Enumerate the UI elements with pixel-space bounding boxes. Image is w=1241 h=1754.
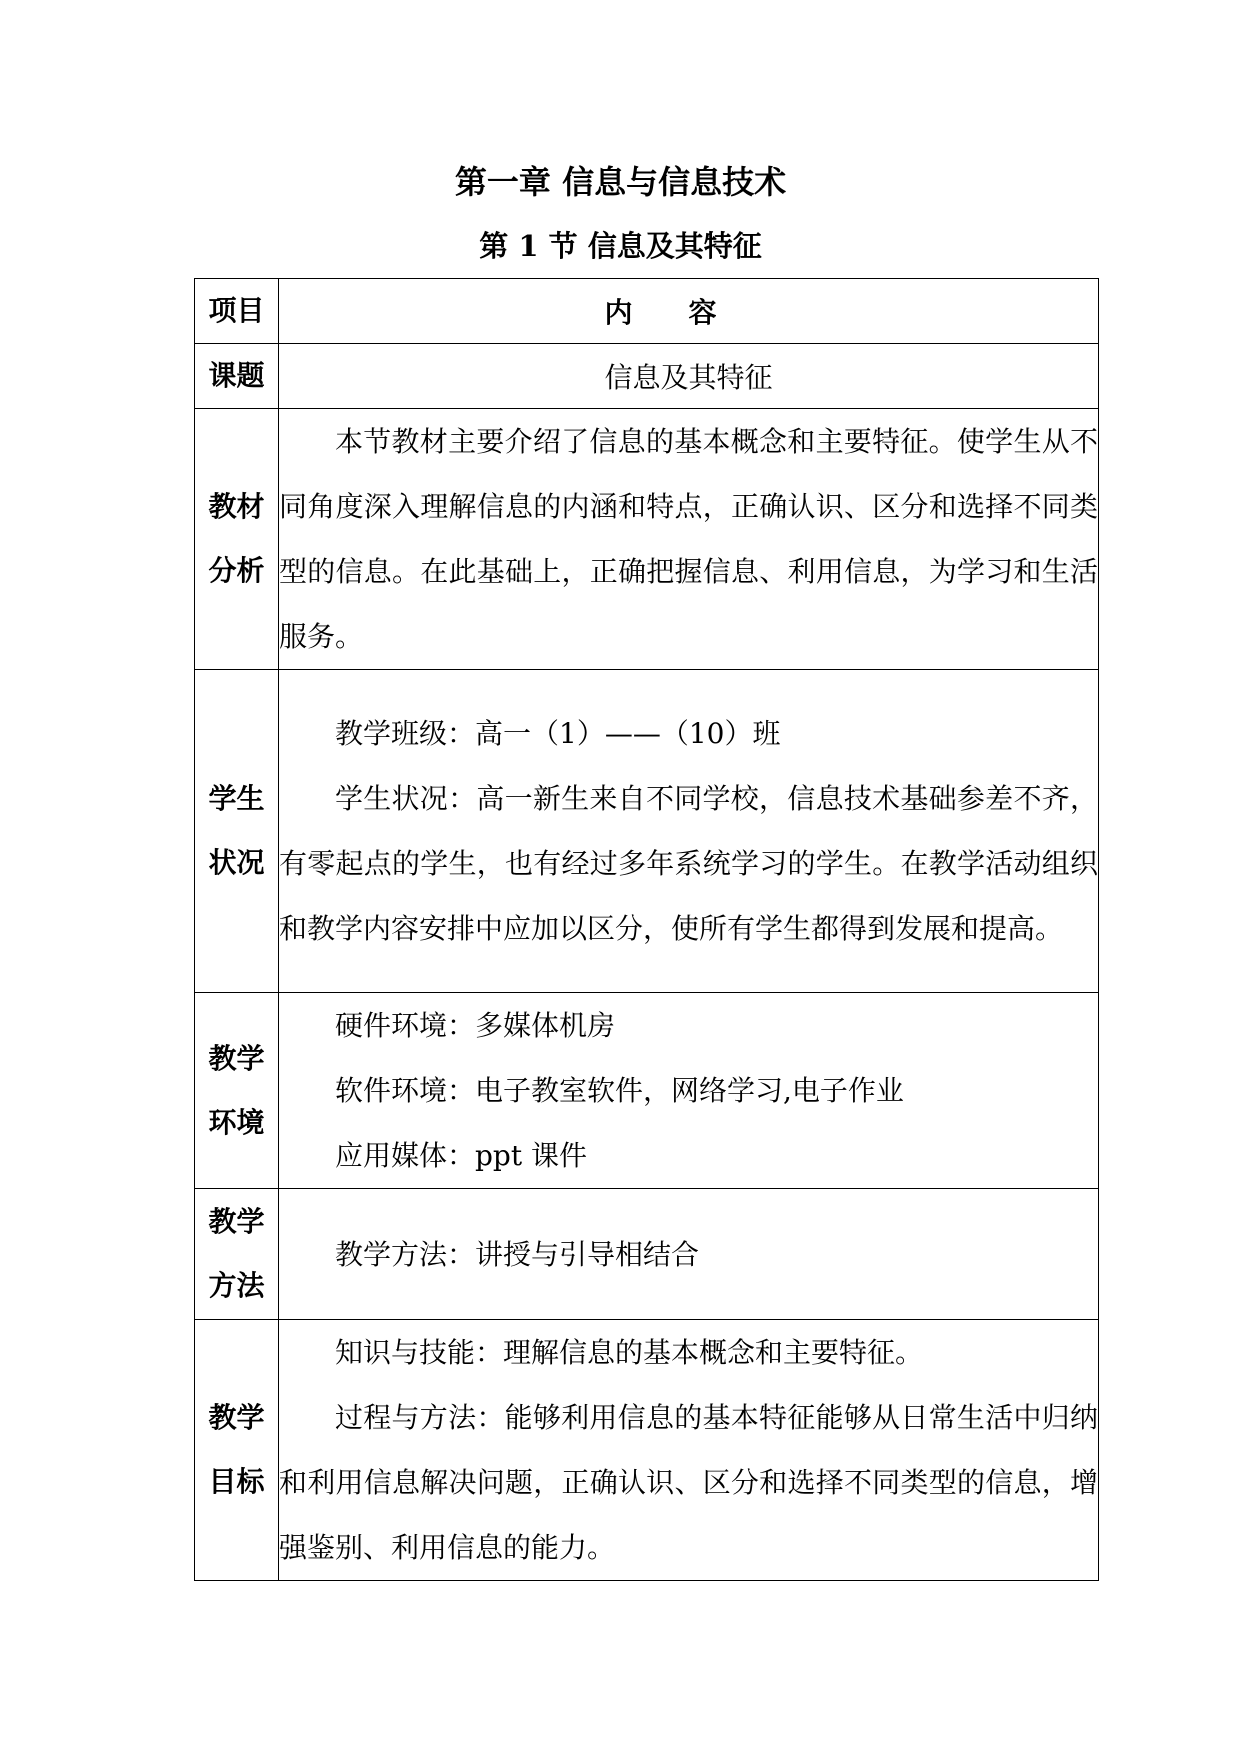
header-content-cell: 内容	[279, 279, 1099, 344]
analysis-paragraph: 本节教材主要介绍了信息的基本概念和主要特征。使学生从不同角度深入理解信息的内涵和特点，正确认识、区分和选择不同类型的信息。在此基础上，正确把握信息、利用信息，为学习和生活服务。	[279, 425, 1098, 653]
goals-label-line: 教学	[208, 1401, 265, 1434]
students-paragraph: 教学班级：高一（1）——（10）班	[335, 717, 781, 750]
section-title: 第 1 节 信息及其特征	[479, 229, 762, 263]
chapter-title: 第一章 信息与信息技术	[454, 163, 787, 201]
table-row-analysis	[195, 409, 1099, 670]
header-label-cell: 项目	[195, 279, 279, 344]
analysis-label-line: 分析	[208, 554, 265, 587]
method-content-cell	[279, 1189, 1099, 1320]
analysis-content-cell	[279, 409, 1099, 670]
students-label-line: 状况	[208, 846, 265, 879]
method-paragraph: 教学方法：讲授与引导相结合	[335, 1237, 700, 1271]
analysis-label-cell	[195, 409, 279, 670]
environment-paragraph: 应用媒体：ppt 课件	[335, 1139, 588, 1172]
table-header-row	[195, 279, 1099, 344]
students-label-cell	[195, 670, 279, 993]
method-label-line: 方法	[208, 1269, 265, 1302]
lesson-plan-table	[194, 278, 1099, 1581]
goals-content-cell	[279, 1320, 1099, 1581]
students-label-line: 学生	[208, 782, 265, 815]
table-row-environment	[195, 993, 1099, 1189]
method-label-cell	[195, 1189, 279, 1320]
students-paragraph: 学生状况：高一新生来自不同学校，信息技术基础参差不齐，有零起点的学生，也有经过多年系统学习的学生。在教学活动组织和教学内容安排中应加以区分，使所有学生都得到发展和提高。	[279, 782, 1098, 945]
environment-label-cell	[195, 993, 279, 1189]
analysis-label-line: 教材	[208, 490, 265, 523]
environment-paragraph: 软件环境：电子教室软件，网络学习,电子作业	[335, 1074, 904, 1107]
goals-paragraph: 过程与方法：能够利用信息的基本特征能够从日常生活中归纳和利用信息解决问题，正确认识、区分和选择不同类型的信息，增强鉴别、利用信息的能力。	[279, 1401, 1098, 1564]
students-content-cell	[279, 670, 1099, 993]
environment-label-line: 教学	[208, 1041, 265, 1075]
goals-paragraph: 知识与技能：理解信息的基本概念和主要特征。	[335, 1336, 924, 1369]
table-row-method	[195, 1189, 1099, 1320]
table-row-students	[195, 670, 1099, 993]
environment-label-line: 环境	[208, 1105, 265, 1139]
goals-label-line: 目标	[208, 1465, 265, 1498]
table-row-goals	[195, 1320, 1099, 1581]
topic-label-cell: 课题	[195, 344, 279, 409]
table-row-topic	[195, 344, 1099, 409]
method-label-line: 教学	[208, 1205, 265, 1238]
topic-content-cell: 信息及其特征	[279, 344, 1099, 409]
environment-paragraph: 硬件环境：多媒体机房	[335, 1009, 616, 1042]
environment-content-cell	[279, 993, 1099, 1189]
goals-label-cell	[195, 1320, 279, 1581]
